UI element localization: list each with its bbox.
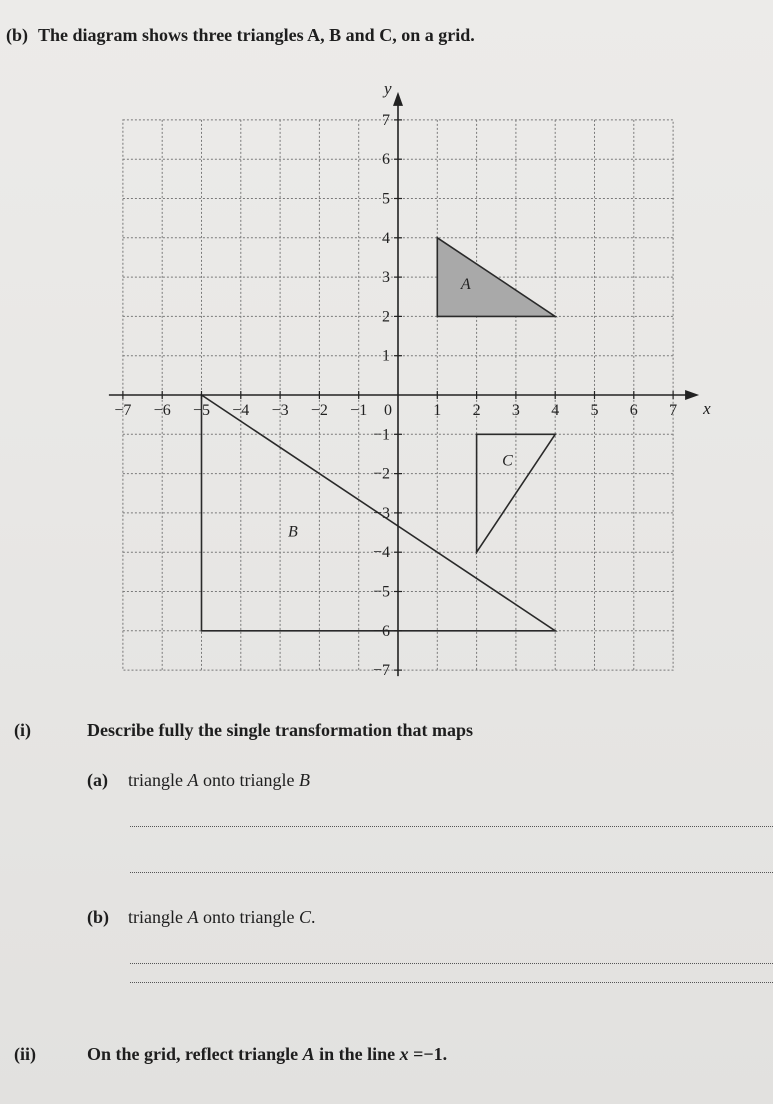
sub-b-text-mid: onto triangle (198, 907, 299, 927)
part-ii-text-pre: On the grid, reflect triangle (87, 1044, 303, 1064)
x-axis-arrow (685, 390, 699, 400)
part-ii-eq-rest: =−1. (408, 1044, 448, 1064)
y-tick-label: −2 (372, 465, 390, 483)
part-ii-text-mid: in the line (314, 1044, 400, 1064)
x-tick-label: −3 (271, 402, 289, 419)
y-tick-label: −7 (372, 662, 390, 680)
y-axis-label: y (384, 78, 392, 98)
answer-line-b2[interactable] (130, 982, 773, 983)
sub-a-text-pre: triangle (128, 770, 188, 790)
part-i-prompt (14, 719, 473, 741)
y-tick-label: −6 (372, 622, 390, 640)
x-tick-label: 3 (511, 402, 520, 419)
tick-labels (114, 79, 711, 679)
sub-b-prompt (87, 906, 315, 928)
x-tick-label: −2 (310, 402, 328, 419)
answer-line-a1[interactable] (130, 826, 773, 827)
y-tick-label: −1 (372, 426, 390, 444)
x-tick-label: 0 (384, 402, 392, 419)
y-axis-arrow (393, 92, 403, 106)
sub-b-label: (b) (87, 907, 109, 927)
axes (109, 92, 699, 676)
sub-a-tri-from: A (187, 770, 199, 790)
x-tick-label: −7 (114, 402, 132, 419)
x-tick-label: 2 (472, 402, 481, 419)
intro-text: The diagram shows three triangles A, B and C, on a grid. (38, 25, 475, 45)
y-tick-label: 6 (382, 151, 390, 169)
y-tick-label: 1 (382, 347, 390, 365)
y-tick-label: 7 (382, 111, 390, 129)
sub-b-tri-from: A (187, 907, 199, 927)
part-i-emphasis: single (226, 720, 271, 740)
x-tick-label: 7 (669, 402, 678, 419)
x-tick-label: 5 (590, 402, 599, 419)
x-tick-label: 1 (433, 402, 442, 419)
x-tick-label: −5 (192, 402, 211, 419)
x-tick-label: −4 (232, 402, 250, 419)
x-tick-label: 6 (629, 402, 638, 419)
y-tick-label: −5 (372, 583, 390, 601)
y-tick-label: −3 (372, 504, 390, 522)
sub-a-tri-to: B (298, 770, 310, 790)
y-tick-label: 2 (382, 308, 390, 326)
sub-a-prompt (87, 769, 310, 791)
part-ii-label: (ii) (14, 1044, 36, 1064)
part-ii-eq-var: x (399, 1044, 409, 1064)
answer-line-a2[interactable] (130, 872, 773, 873)
part-ii-prompt (14, 1043, 447, 1065)
x-tick-label: −1 (350, 402, 368, 419)
sub-b-text-pre: triangle (128, 907, 188, 927)
triangle-a-label: A (460, 275, 471, 293)
y-tick-label: 3 (382, 269, 390, 287)
triangle-a (437, 238, 555, 317)
x-tick-label: 4 (551, 402, 560, 419)
sub-b-text-end: . (310, 907, 316, 927)
y-tick-label: 5 (382, 190, 390, 208)
x-axis-label: x (703, 399, 711, 418)
triangle-b-label: B (287, 523, 298, 541)
y-tick-label: 4 (382, 229, 390, 247)
y-tick-label: −4 (372, 544, 390, 562)
part-i-text-pre: Describe fully the (87, 720, 227, 740)
part-ii-tri: A (302, 1044, 315, 1064)
part-i-text-post: transformation that maps (270, 720, 473, 740)
sub-a-text-mid: onto triangle (198, 770, 299, 790)
part-i-label: (i) (14, 720, 31, 740)
part-b-label: (b) (6, 25, 28, 45)
x-tick-label: −6 (153, 402, 171, 419)
sub-a-label: (a) (87, 770, 108, 790)
sub-b-tri-to: C (298, 907, 311, 927)
triangle-c-label: C (502, 452, 513, 470)
answer-line-b1[interactable] (130, 963, 773, 964)
